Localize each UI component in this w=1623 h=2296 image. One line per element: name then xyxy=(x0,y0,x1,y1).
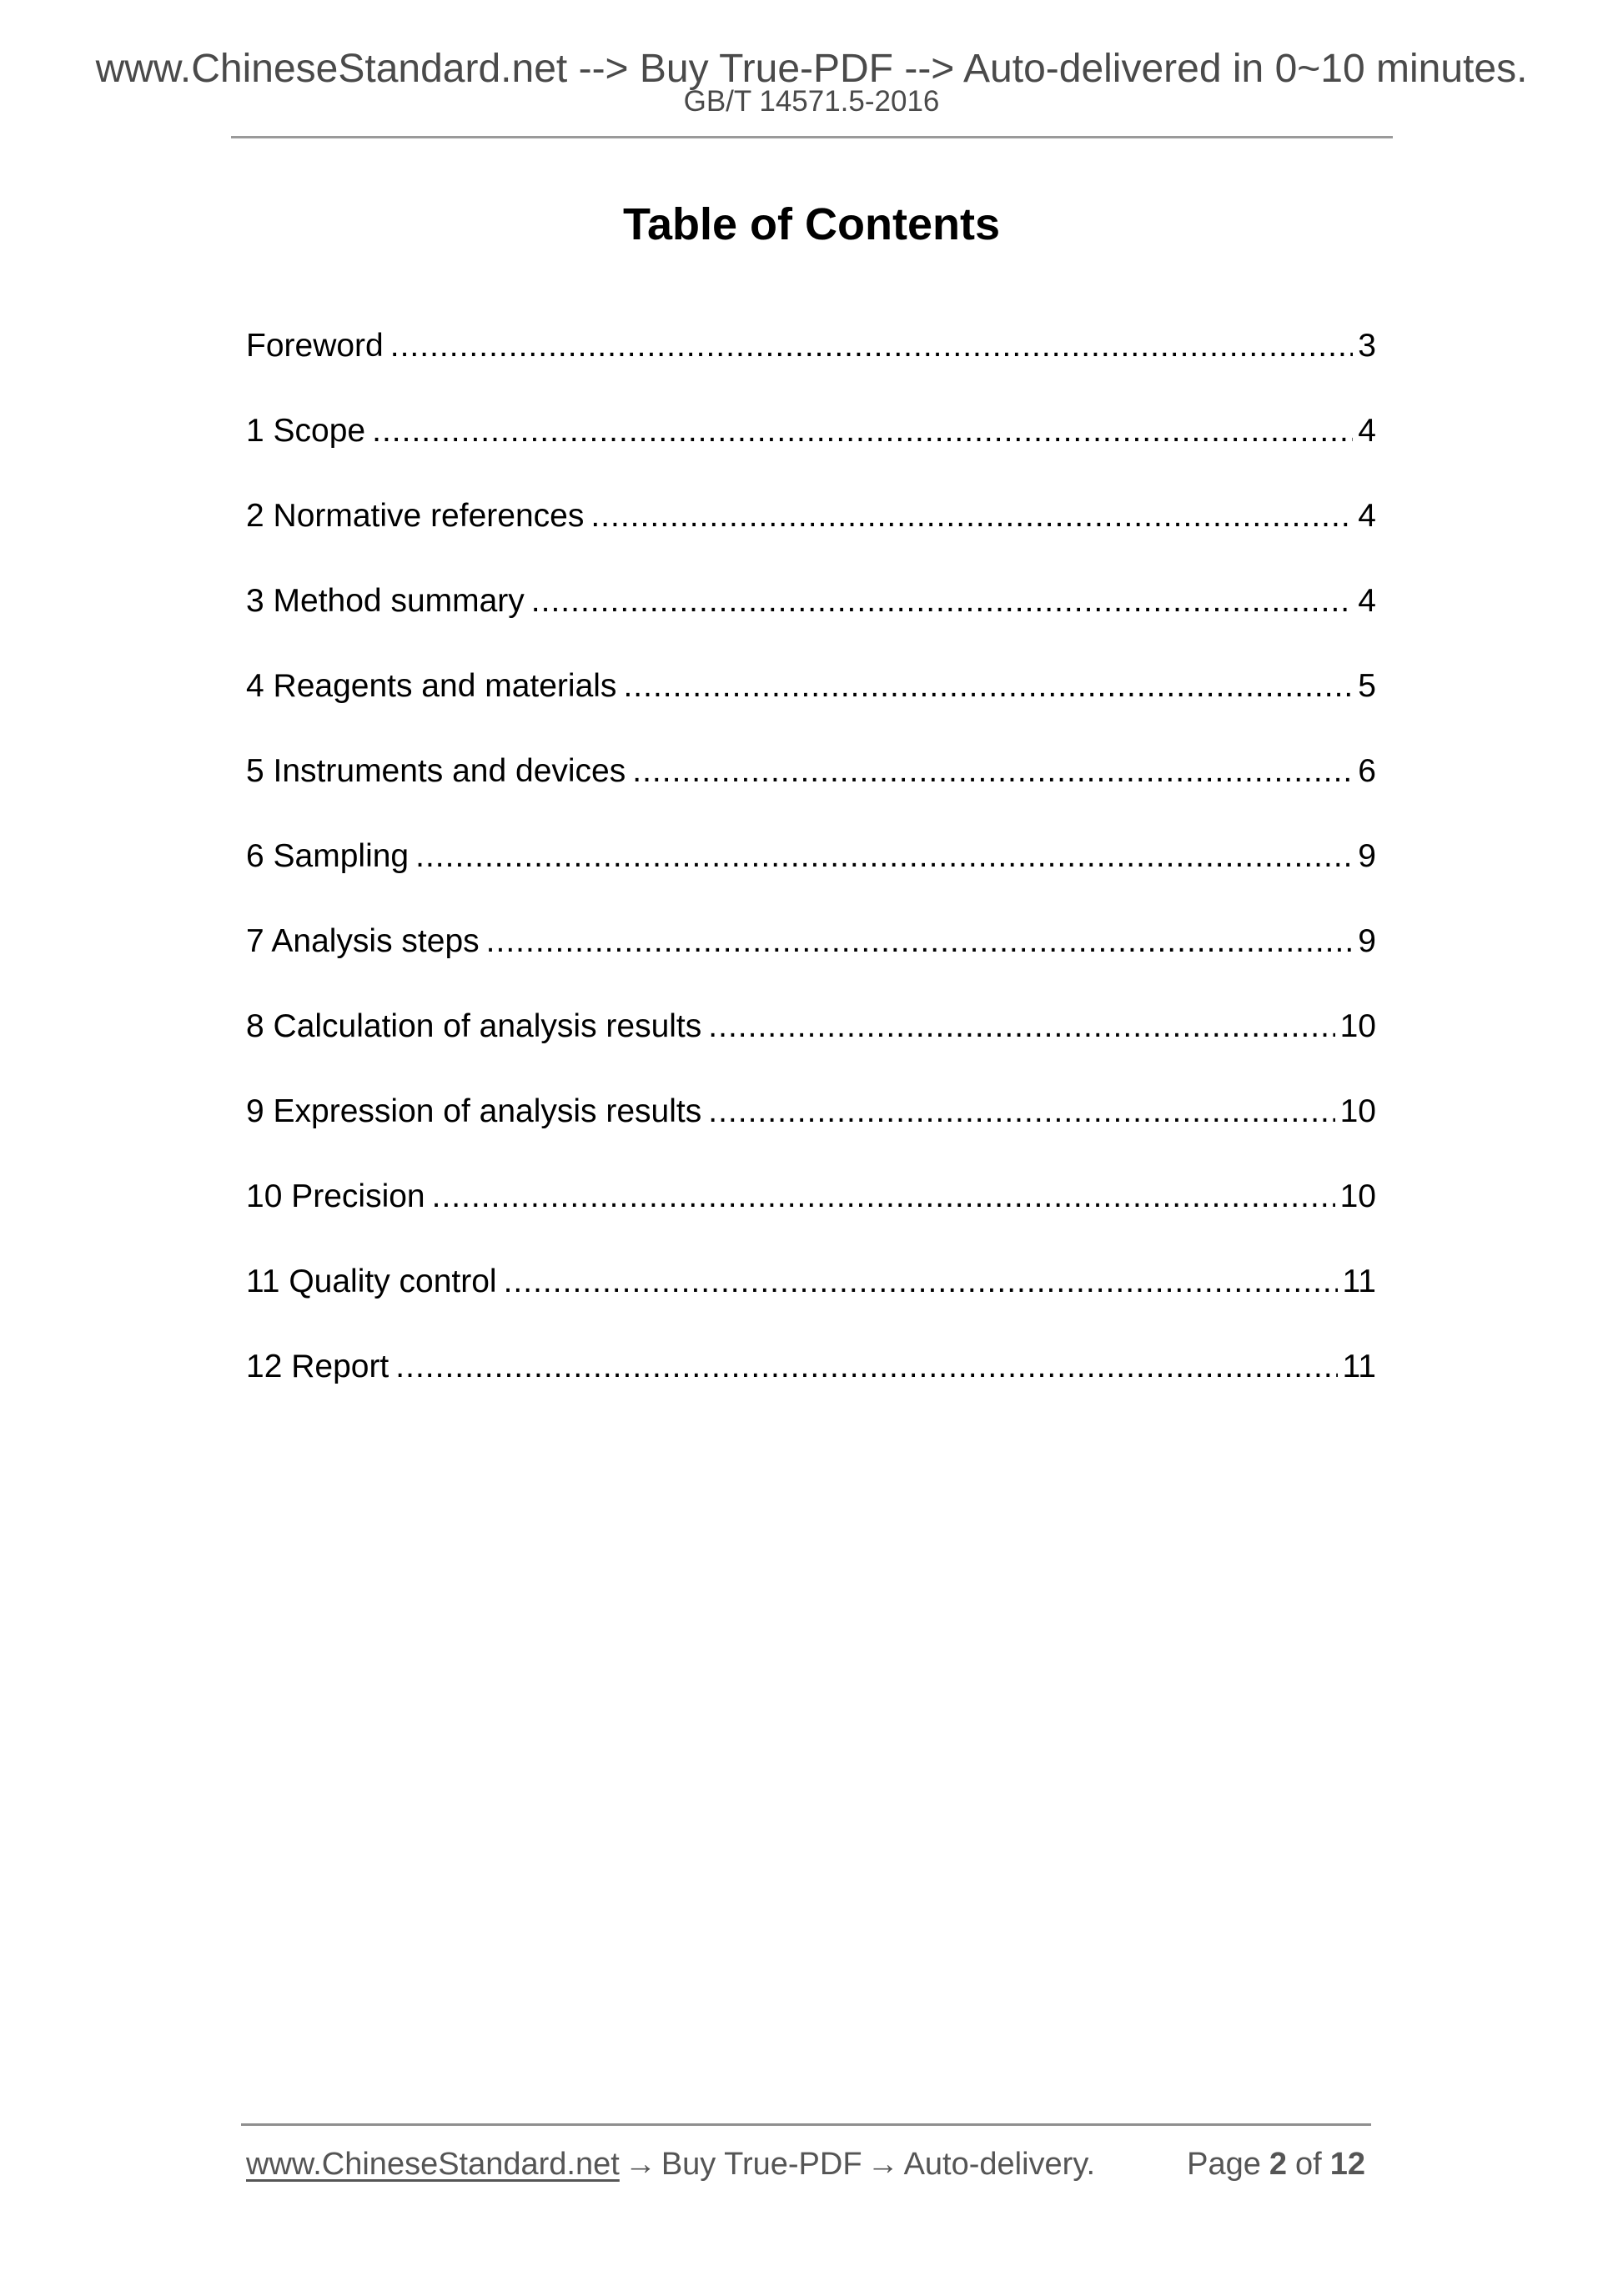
toc-entry-instruments-and-devices[interactable] xyxy=(246,753,1376,838)
toc-entry-page: 11 xyxy=(1342,1264,1376,1299)
current-page-number: 2 xyxy=(1269,2147,1288,2182)
toc-entry-report[interactable] xyxy=(246,1349,1376,1434)
toc-entry-quality-control[interactable] xyxy=(246,1264,1376,1349)
toc-entry-label: 5 Instruments and devices xyxy=(246,753,626,789)
footer-promo xyxy=(246,2145,1095,2183)
dot-leader xyxy=(632,753,1353,790)
toc-entry-reagents-and-materials[interactable] xyxy=(246,668,1376,753)
dot-leader xyxy=(390,328,1354,364)
toc-entry-page: 4 xyxy=(1358,498,1376,534)
page-footer xyxy=(246,2145,1368,2187)
dot-leader xyxy=(531,583,1354,620)
footer-divider xyxy=(241,2123,1371,2126)
arrow-right-icon: → xyxy=(867,2147,899,2182)
dot-leader xyxy=(415,838,1353,875)
toc-entry-label: 8 Calculation of analysis results xyxy=(246,1008,702,1044)
dot-leader xyxy=(623,668,1353,705)
of-label: of xyxy=(1295,2147,1322,2182)
dot-leader xyxy=(590,498,1353,535)
toc-entry-label: 7 Analysis steps xyxy=(246,923,480,959)
toc-entry-label: Foreword xyxy=(246,328,384,364)
toc-entry-analysis-steps[interactable] xyxy=(246,923,1376,1008)
toc-entry-label: 10 Precision xyxy=(246,1178,425,1214)
dot-leader xyxy=(372,413,1353,450)
total-pages-number: 12 xyxy=(1329,2147,1365,2182)
toc-entry-page: 3 xyxy=(1358,328,1376,364)
toc-entry-sampling[interactable] xyxy=(246,838,1376,923)
header-divider xyxy=(231,136,1393,138)
toc-entry-scope[interactable] xyxy=(246,413,1376,498)
header-banner: www.ChineseStandard.net --> Buy True-PDF --> Auto-delivered in 0~10 minutes. xyxy=(95,47,1528,91)
toc-entry-label: 6 Sampling xyxy=(246,838,410,874)
toc-entry-page: 4 xyxy=(1358,583,1376,619)
toc-entry-page: 10 xyxy=(1339,1178,1376,1214)
toc-entry-label: 2 Normative references xyxy=(246,498,585,534)
toc-entry-page: 9 xyxy=(1358,838,1376,874)
toc-entry-label: 11 Quality control xyxy=(246,1264,497,1299)
page-indicator xyxy=(1187,2145,1365,2183)
arrow-right-icon: → xyxy=(624,2147,656,2182)
page-title: Table of Contents xyxy=(623,199,1000,249)
toc-entry-normative-references[interactable] xyxy=(246,498,1376,583)
dot-leader xyxy=(504,1264,1338,1300)
table-of-contents xyxy=(246,328,1376,1434)
delivery-text: Auto-delivery. xyxy=(903,2147,1096,2182)
standard-code: GB/T 14571.5-2016 xyxy=(683,85,940,118)
dot-leader xyxy=(708,1093,1334,1130)
toc-entry-label: 9 Expression of analysis results xyxy=(246,1093,702,1129)
toc-entry-page: 11 xyxy=(1342,1349,1376,1384)
toc-entry-page: 10 xyxy=(1339,1093,1376,1129)
toc-entry-method-summary[interactable] xyxy=(246,583,1376,668)
toc-entry-page: 6 xyxy=(1358,753,1376,789)
toc-entry-label: 12 Report xyxy=(246,1349,389,1384)
page-label: Page xyxy=(1187,2147,1261,2182)
toc-entry-expression-of-analysis-results[interactable] xyxy=(246,1093,1376,1178)
dot-leader xyxy=(395,1349,1337,1385)
toc-entry-page: 5 xyxy=(1358,668,1376,704)
toc-entry-foreword[interactable] xyxy=(246,328,1376,413)
toc-entry-page: 9 xyxy=(1358,923,1376,959)
toc-entry-calculation-of-analysis-results[interactable] xyxy=(246,1008,1376,1093)
site-link[interactable]: www.ChineseStandard.net xyxy=(246,2147,620,2182)
toc-entry-label: 1 Scope xyxy=(246,413,366,449)
toc-entry-page: 10 xyxy=(1339,1008,1376,1044)
toc-entry-precision[interactable] xyxy=(246,1178,1376,1264)
toc-entry-label: 4 Reagents and materials xyxy=(246,668,617,704)
dot-leader xyxy=(708,1008,1334,1045)
toc-entry-page: 4 xyxy=(1358,413,1376,449)
toc-entry-label: 3 Method summary xyxy=(246,583,525,619)
buy-text: Buy True-PDF xyxy=(661,2147,862,2182)
dot-leader xyxy=(432,1178,1335,1215)
dot-leader xyxy=(486,923,1354,960)
